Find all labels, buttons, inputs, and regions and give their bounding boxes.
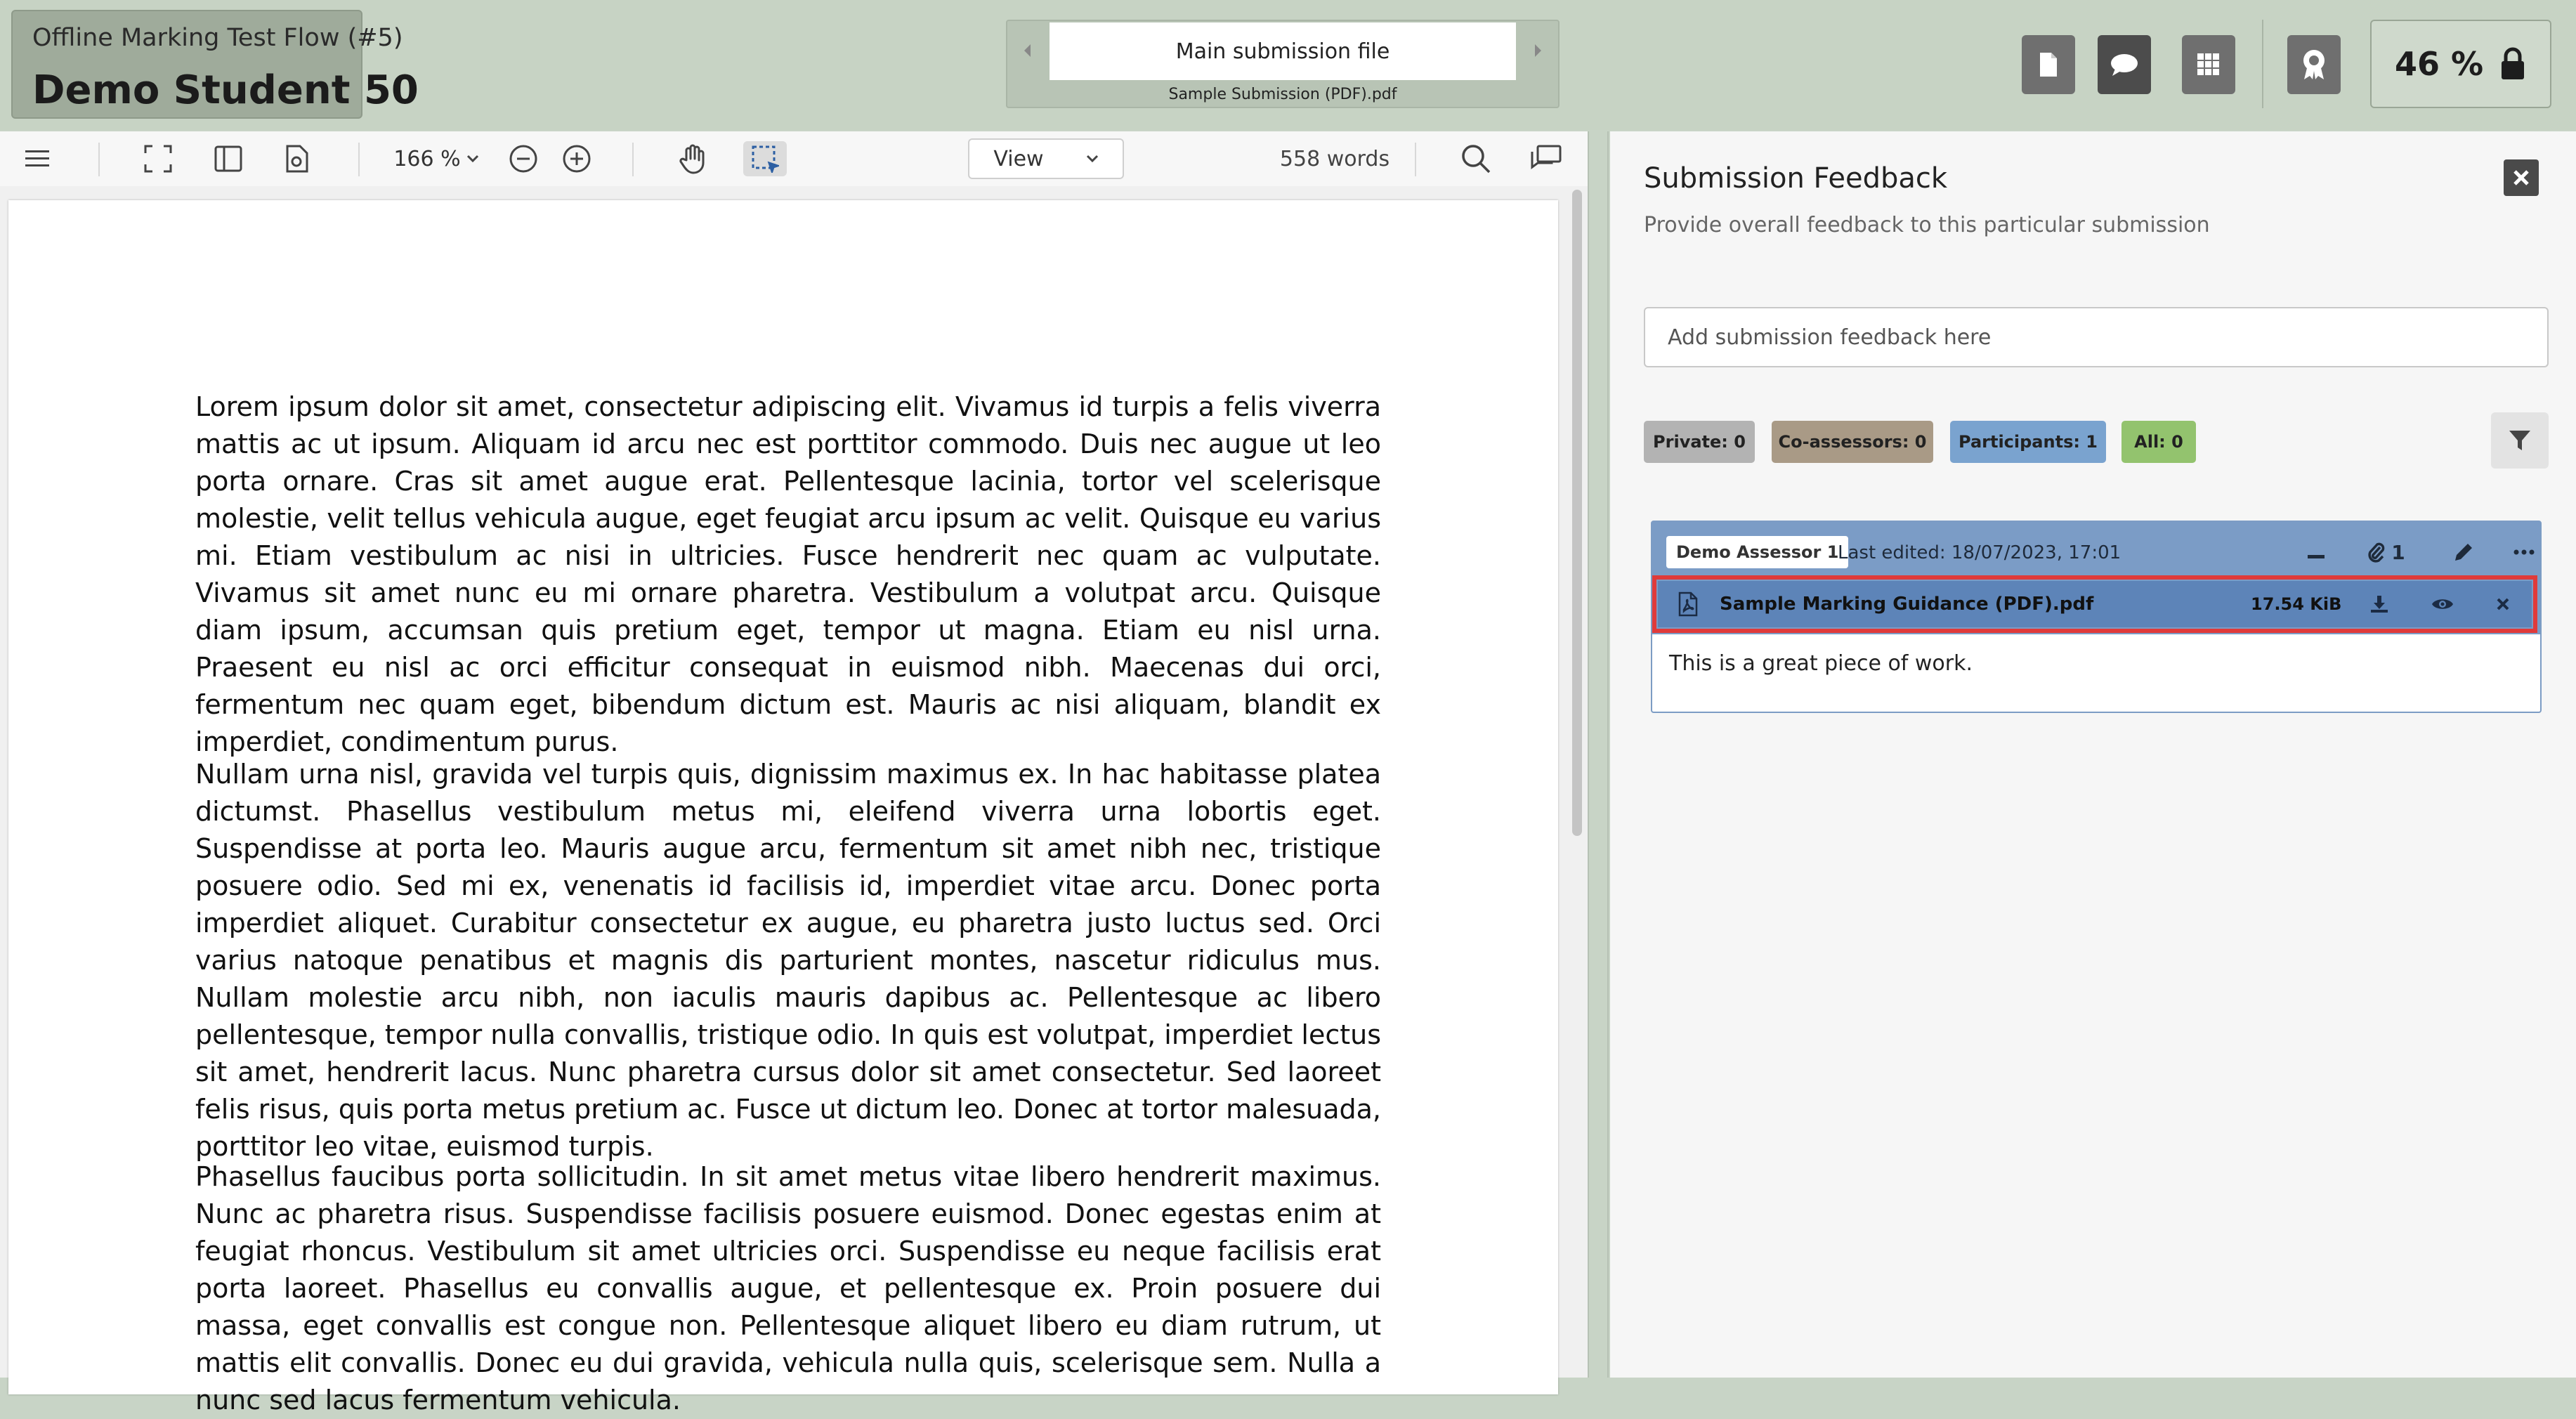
document-page[interactable] [8, 200, 1558, 1415]
document-paragraph: Nullam urna nisl, gravida vel turpis quis, dignissim maximus ex. In hac habitasse platea dictumst. Phasellus vestibulum metus mi, eleifend viverra urna lobortis eget. Suspendisse at porta leo. Mauris augue arcu, fermentum sit amet nibh nec, tristique posuere odio. Sed mi ex, venenatis id facilisis id, imperdiet vitae arcu. Donec porta imperdiet aliquet. Curabitur consectetur ex augue, eu pharetra justo luctus sed. Orci varius natoque penatibus et magnis dis parturient montes, nascetur ridiculus mus. Nullam molestie arcu nibh, non iaculis mauris dapibus ac. Pellentesque ac libero pellentesque, tempor nulla convallis, tristique odio. In quis est volutpat, imperdiet lectus sit amet, hendrerit lacus. Nunc pharetra cursus dolor sit amet consectetur. Sed laoreet felis risus, quis porta metus pretium ac. Fusce ut dictum leo. Donec at tortor malesuada, porttitor leo vitae, euismod turpis. [195, 759, 1381, 1162]
attachment-size: 17.54 KiB [2251, 594, 2342, 614]
filter-button[interactable] [2491, 412, 2549, 469]
close-panel-button[interactable] [2504, 159, 2539, 196]
more-icon [2513, 549, 2535, 555]
download-attachment-button[interactable] [2362, 581, 2397, 627]
close-icon [2496, 597, 2510, 611]
filter-participants[interactable]: Participants: 1 [1950, 421, 2106, 463]
next-file-button[interactable] [1519, 21, 1558, 80]
progress-indicator[interactable] [2370, 20, 2551, 108]
toolbar-divider [632, 143, 634, 176]
eye-icon [2431, 596, 2454, 612]
annotations-button[interactable] [1529, 141, 1564, 176]
zoom-in-icon [562, 144, 591, 174]
flow-title: Offline Marking Test Flow (#5) [32, 24, 403, 52]
document-viewer[interactable] [0, 186, 1588, 1415]
caret-right-icon [1534, 43, 1543, 58]
document-search-icon [285, 145, 309, 173]
paperclip-icon [2367, 540, 2386, 564]
document-properties-button[interactable] [280, 141, 315, 176]
zoom-out-button[interactable] [506, 141, 541, 176]
fullscreen-button[interactable] [140, 141, 176, 176]
filter-coassessors[interactable]: Co-assessors: 0 [1772, 421, 1933, 463]
file-selector[interactable]: Main submission file [1050, 22, 1516, 80]
comment-icon [2110, 52, 2139, 77]
feedback-panel [1610, 131, 2576, 1378]
select-region-icon [751, 145, 779, 173]
attachment-count: 1 [2391, 540, 2405, 564]
header-divider [2262, 20, 2263, 108]
hand-icon [679, 143, 707, 174]
toolbar-divider [1415, 143, 1416, 176]
filter-private[interactable]: Private: 0 [1644, 421, 1755, 463]
pencil-icon [2452, 541, 2475, 563]
search-button[interactable] [1458, 141, 1493, 176]
last-edited: Last edited: 18/07/2023, 17:01 [1838, 542, 2121, 563]
collapse-button[interactable] [2299, 536, 2334, 568]
feedback-input[interactable] [1644, 307, 2549, 367]
attachments-button[interactable] [2355, 536, 2418, 568]
remove-attachment-button[interactable] [2485, 581, 2521, 627]
hamburger-icon [25, 150, 49, 168]
chevron-down-icon [1086, 155, 1099, 163]
assessor-badge: Demo Assessor 1 [1666, 536, 1848, 568]
menu-button[interactable] [20, 141, 55, 176]
pdf-file-icon [1678, 591, 1698, 617]
award-icon [2300, 48, 2328, 81]
toolbar-divider [98, 143, 100, 176]
search-icon [1460, 143, 1491, 174]
chevron-down-icon [466, 155, 479, 163]
pdf-file-icon-wrap [1671, 581, 1706, 627]
document-paragraph: Phasellus faucibus porta sollicitudin. In sit amet metus vitae libero hendrerit maximus. Nunc ac pharetra risus. Suspendisse facilisis posuere euismod. Donec egestas enim at feugiat rhoncus. Vestibulum sit amet ultricies orci. Suspendisse eu neque facilisis erat porta laoreet. Phasellus eu convallis augue, et pellentesque ex. Proin posuere dui massa, eget convallis est congue non. Pellentesque aliquet libero eu diam rutrum, ut mattis elit convallis. Donec eu dui gravida, vehicula nulla quis, scelerisque sem. Nulla a nunc sed lacus fermentum vehicula. [195, 1161, 1381, 1415]
top-header [0, 0, 2576, 130]
view-select-value: View [993, 146, 1044, 171]
filter-icon [2508, 429, 2532, 452]
selection-tool-button[interactable] [743, 141, 787, 176]
caret-left-icon [1022, 43, 1032, 58]
lock-icon [2499, 47, 2527, 81]
sidebar-toggle-button[interactable] [211, 141, 246, 176]
grid-icon [2197, 53, 2221, 77]
hand-tool-button[interactable] [676, 141, 711, 176]
filter-all[interactable]: All: 0 [2121, 421, 2196, 463]
view-attachment-button[interactable] [2425, 581, 2460, 627]
more-options-button[interactable] [2506, 536, 2542, 568]
comments-button[interactable] [2098, 35, 2151, 94]
grid-button[interactable] [2182, 35, 2235, 94]
award-button[interactable] [2287, 35, 2341, 94]
file-name: Sample Submission (PDF).pdf [1168, 86, 1397, 103]
sidebar-icon [214, 145, 242, 172]
close-icon [2513, 169, 2530, 186]
panel-splitter[interactable] [1588, 131, 1609, 1378]
comment-card [1651, 521, 2542, 713]
zoom-select[interactable] [391, 141, 482, 176]
document-paragraph: Lorem ipsum dolor sit amet, consectetur adipiscing elit. Vivamus id turpis a felis viverra mattis ac ut ipsum. Aliquam id arcu nec est porttitor commodo. Duis nec augue ut leo porta ornare. Cras sit amet augue erat. Pellentesque lacinia, tortor vel scelerisque molestie, velit tellus vehicula augue, eget feugiat arcu ipsum ac velit. Quisque eu varius mi. Etiam vestibulum ac nisi in ultricies. Fusce hendrerit nec quam ac vulputate. Vivamus sit amet nunc eu mi ornare pharetra. Vestibulum a volutpat arcu. Quisque diam ipsum, accumsan quis pretium eget, tempor ut magna. Etiam eu nisl urna. Praesent eu nisl ac orci efficitur consequat in euismod nibh. Maecenas dui orci, fermentum nec quam eget, bibendum dictum est. Mauris ac nisi aliquam, blandit ex imperdiet, condimentum purus. [195, 391, 1381, 757]
edit-comment-button[interactable] [2446, 536, 2481, 568]
student-name: Demo Student 50 [32, 67, 419, 113]
zoom-in-button[interactable] [559, 141, 594, 176]
progress-value: 46 % [2394, 45, 2484, 83]
attachment-name[interactable]: Sample Marking Guidance (PDF).pdf [1720, 594, 2094, 615]
zoom-out-icon [509, 144, 538, 174]
panel-title: Submission Feedback [1644, 162, 1948, 195]
previous-file-button[interactable] [1007, 21, 1047, 80]
panel-subtitle: Provide overall feedback to this particular submission [1644, 213, 2210, 237]
comment-text: This is a great piece of work. [1669, 651, 1973, 676]
student-card [11, 10, 419, 119]
toolbar-divider [358, 143, 360, 176]
file-navigator [1006, 20, 1560, 108]
comment-header [1652, 522, 2540, 634]
document-icon [2038, 51, 2059, 78]
view-select[interactable] [968, 138, 1124, 179]
download-icon [2369, 594, 2389, 614]
zoom-value: 166 % [393, 146, 461, 171]
attachment-row[interactable] [1658, 581, 2532, 627]
comments-icon [1531, 145, 1562, 173]
minus-icon [2306, 542, 2326, 562]
document-button[interactable] [2022, 35, 2075, 94]
document-scrollbar-thumb[interactable] [1572, 190, 1582, 836]
word-count: 558 words [1279, 146, 1390, 171]
fullscreen-icon [144, 145, 172, 173]
